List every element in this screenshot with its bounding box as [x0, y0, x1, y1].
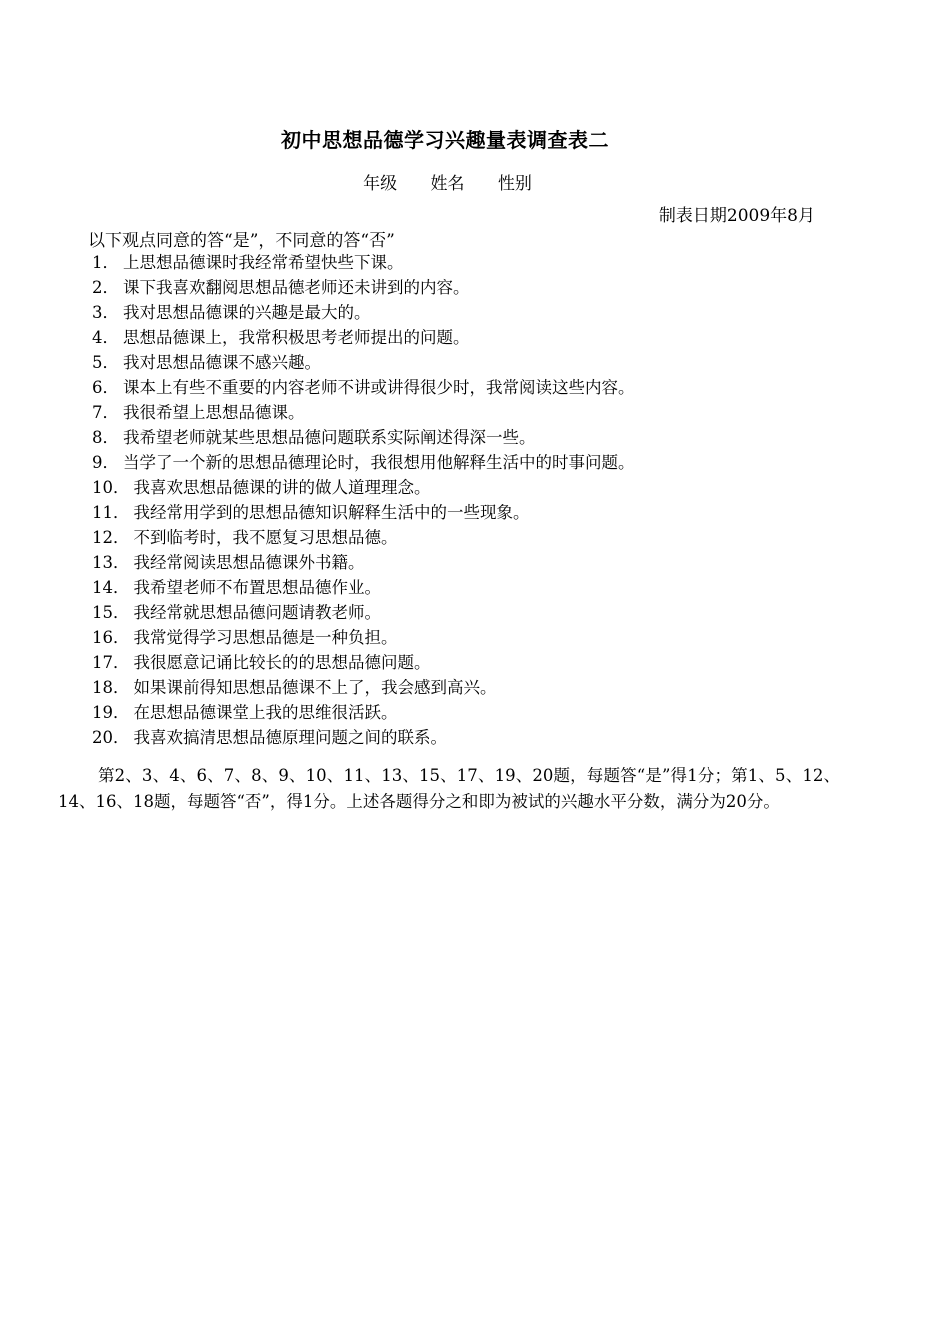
question-item: [92, 475, 635, 500]
question-number: 10．: [92, 478, 130, 497]
question-item: [92, 450, 635, 475]
question-item: [92, 725, 635, 750]
question-item: [92, 575, 635, 600]
question-text: 我对思想品德课不感兴趣。: [123, 353, 321, 372]
question-item: [92, 700, 635, 725]
question-number: 15．: [92, 603, 130, 622]
question-text: 课本上有些不重要的内容老师不讲或讲得很少时，我常阅读这些内容。: [123, 378, 635, 397]
question-text: 我对思想品德课的兴趣是最大的。: [123, 303, 371, 322]
question-text: 思想品德课上，我常积极思考老师提出的问题。: [123, 328, 470, 347]
question-text: 我希望老师就某些思想品德问题联系实际阐述得深一些。: [123, 428, 536, 447]
question-text: 我经常就思想品德问题请教老师。: [133, 603, 381, 622]
question-number: 20．: [92, 728, 130, 747]
scoring-rules: 第2、3、4、6、7、8、9、10、11、13、15、17、19、20题，每题答“是”得1分；第1、5、12、14、16、18题，每题答“否”，得1分。上述各题得分之和即为被试的兴趣水平分数，满分为20分。: [58, 765, 840, 811]
question-text: 我经常用学到的思想品德知识解释生活中的一些现象。: [133, 503, 530, 522]
question-number: 12．: [92, 528, 130, 547]
question-item: [92, 375, 635, 400]
question-text: 我很愿意记诵比较长的的思想品德问题。: [133, 653, 431, 672]
question-number: 9．: [92, 453, 119, 472]
question-item: [92, 300, 635, 325]
question-number: 13．: [92, 553, 130, 572]
question-item: [92, 625, 635, 650]
question-list: [92, 250, 635, 750]
field-grade: 年级: [363, 174, 398, 194]
question-text: 我希望老师不布置思想品德作业。: [133, 578, 381, 597]
question-text: 在思想品德课堂上我的思维很活跃。: [133, 703, 398, 722]
question-number: 4．: [92, 328, 119, 347]
question-number: 17．: [92, 653, 130, 672]
question-text: 我经常阅读思想品德课外书籍。: [133, 553, 365, 572]
question-text: 不到临考时，我不愿复习思想品德。: [133, 528, 398, 547]
question-item: [92, 600, 635, 625]
question-number: 6．: [92, 378, 119, 397]
question-number: 3．: [92, 303, 119, 322]
question-number: 18．: [92, 678, 130, 697]
question-text: 当学了一个新的思想品德理论时，我很想用他解释生活中的时事问题。: [123, 453, 635, 472]
question-item: [92, 275, 635, 300]
question-text: 我常觉得学习思想品德是一种负担。: [133, 628, 398, 647]
question-text: 我很希望上思想品德课。: [123, 403, 305, 422]
question-item: [92, 325, 635, 350]
field-name: 姓名: [430, 174, 465, 194]
question-text: 我喜欢思想品德课的讲的做人道理理念。: [133, 478, 431, 497]
question-number: 2．: [92, 278, 119, 297]
question-item: [92, 500, 635, 525]
instructions: 以下观点同意的答“是”，不同意的答“否”: [88, 231, 395, 251]
question-item: [92, 650, 635, 675]
question-item: [92, 250, 635, 275]
question-item: [92, 400, 635, 425]
question-number: 19．: [92, 703, 130, 722]
date-label: 制表日期2009年8月: [658, 206, 815, 226]
question-text: 如果课前得知思想品德课不上了，我会感到高兴。: [133, 678, 497, 697]
question-number: 5．: [92, 353, 119, 372]
question-number: 1．: [92, 253, 119, 272]
question-item: [92, 350, 635, 375]
question-text: 我喜欢搞清思想品德原理问题之间的联系。: [133, 728, 447, 747]
question-number: 14．: [92, 578, 130, 597]
question-item: [92, 425, 635, 450]
question-number: 8．: [92, 428, 119, 447]
field-gender: 性别: [497, 174, 532, 194]
question-item: [92, 675, 635, 700]
question-item: [92, 550, 635, 575]
question-number: 11．: [92, 503, 130, 522]
question-item: [92, 525, 635, 550]
question-text: 上思想品德课时我经常希望快些下课。: [123, 253, 404, 272]
question-number: 7．: [92, 403, 119, 422]
question-number: 16．: [92, 628, 130, 647]
page-title: 初中思想品德学习兴趣量表调查表二: [281, 128, 609, 152]
student-fields: [0, 169, 895, 194]
question-text: 课下我喜欢翻阅思想品德老师还未讲到的内容。: [123, 278, 470, 297]
